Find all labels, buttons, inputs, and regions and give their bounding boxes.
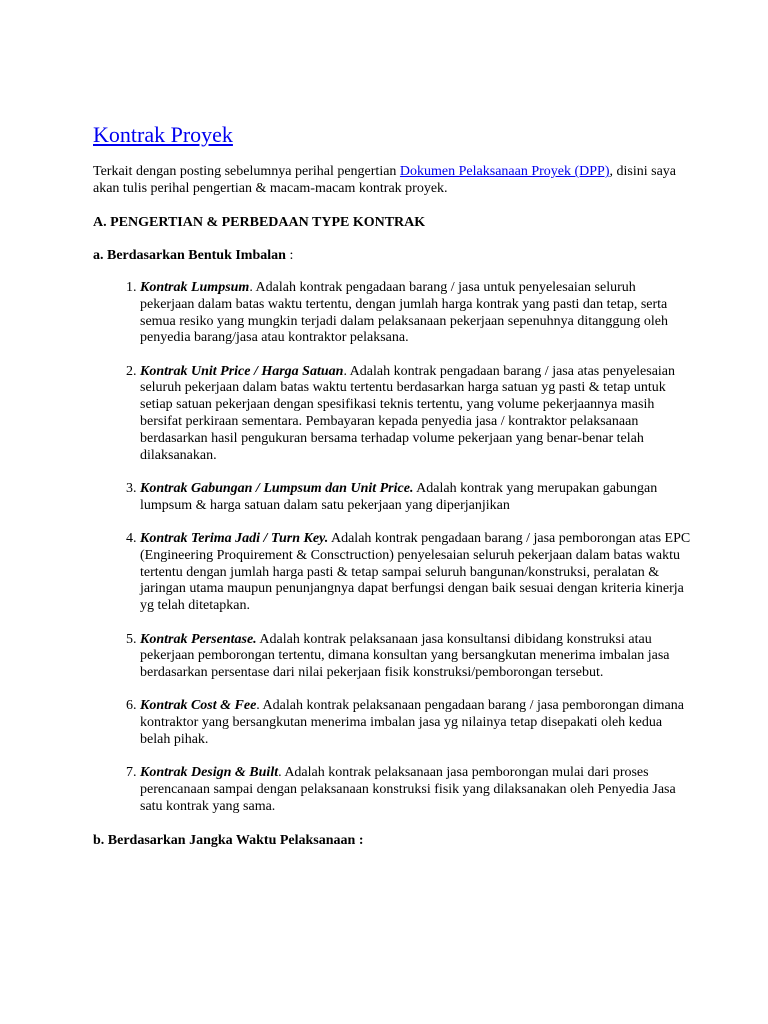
intro-text-before-link: Terkait dengan posting sebelumnya perihal pengertian <box>93 164 400 179</box>
list-item <box>140 765 693 815</box>
sub-heading-b: b. Berdasarkan Jangka Waktu Pelaksanaan : <box>93 833 364 849</box>
contract-types-list <box>93 280 693 816</box>
section-a-heading: A. PENGERTIAN & PERBEDAAN TYPE KONTRAK <box>93 215 426 230</box>
term-separator: . <box>256 698 260 714</box>
contract-term: Kontrak Terima Jadi / Turn Key. <box>140 531 329 547</box>
contract-term: Kontrak Cost & Fee <box>140 698 257 714</box>
term-separator: . <box>249 280 253 295</box>
sub-heading-a-suffix: : <box>285 248 294 263</box>
list-item <box>140 481 693 515</box>
contract-term: Kontrak Unit Price / Harga Satuan <box>140 363 344 379</box>
contract-term: Kontrak Lumpsum <box>140 280 250 295</box>
contract-description: Adalah kontrak pengadaan barang / jasa pemborongan atas EPC (Engineering Proquirement & Consctruction) penyelesaian seluruh pekerjaan dalam batas waktu tertentu dengan jumlah harga pasti & tetap sampai seluruh bangunan/konstruksi, peralatan & jaringan utama maupun penunjangnya dapat berfungsi dengan baik sesuai dengan kriteria kinerja yg telah ditetapkan. <box>140 531 691 614</box>
intro-paragraph <box>93 163 693 197</box>
list-item <box>140 364 693 465</box>
list-item <box>140 531 693 615</box>
term-separator: . <box>278 765 282 781</box>
contract-term: Kontrak Persentase. <box>140 631 257 647</box>
contract-description: Adalah kontrak pelaksanaan jasa konsultansi dibidang konstruksi atau pekerjaan pemborongan tertentu, dimana konsultan yang bersangkutan menerima imbalan jasa berdasarkan persentase dari nilai pekerjaan fisik konstruksi/pemborongan tersebut. <box>140 631 670 681</box>
intro-text-after-link: , disini saya akan tulis perihal pengertian & macam-macam kontrak proyek. <box>93 164 676 196</box>
sub-heading-a <box>93 247 693 264</box>
contract-description: Adalah kontrak pelaksanaan jasa pemborongan mulai dari proses perencanaan sampai dengan pelaksanaan konstruksi fisik yang dilaksanakan oleh Penyedia Jasa satu kontrak yang sama. <box>140 765 676 814</box>
contract-term: Kontrak Design & Built <box>140 765 279 781</box>
contract-term: Kontrak Gabungan / Lumpsum dan Unit Price. <box>140 480 414 496</box>
contract-description: Adalah kontrak pelaksanaan pengadaan barang / jasa pemborongan dimana kontraktor yang bersangkutan menerima imbalan jasa yg nilainya tetap disepakati oleh kedua belah pihak. <box>140 698 684 748</box>
contract-description: Adalah kontrak pengadaan barang / jasa atas penyelesaian seluruh pekerjaan dalam batas waktu tertentu berdasarkan harga satuan yg pasti & tetap untuk setiap satuan pekerjaan dengan spesifikasi teknis tertentu, yang volume pekerjaannya masih bersifat perkiraan sementara. Pembayaran kepada penyedia jasa / kontraktor pelaksanaan berdasarkan hasil pengukuran bersama terhadap volume pekerjaan yang benar-benar telah dilaksanakan. <box>140 363 676 463</box>
document-page <box>93 121 693 849</box>
list-item <box>140 698 693 748</box>
page-title[interactable]: Kontrak Proyek <box>93 122 233 147</box>
list-item <box>140 280 693 347</box>
term-separator: . <box>343 363 347 379</box>
contract-description: Adalah kontrak pengadaan barang / jasa untuk penyelesaian seluruh pekerjaan dalam batas waktu tertentu, dengan jumlah harga kontrak yang pasti dan tetap, serta semua resiko yang mungkin terjadi dalam pelaksanaan pekerjaan sepenuhnya ditanggung oleh penyedia barang/jasa atau kontraktor pelaksana. <box>140 280 668 346</box>
contract-description: Adalah kontrak yang merupakan gabungan lumpsum & harga satuan dalam satu pekerjaan yang diperjanjikan <box>140 480 658 513</box>
sub-heading-a-label: a. Berdasarkan Bentuk Imbalan <box>93 248 286 263</box>
dpp-link[interactable]: Dokumen Pelaksanaan Proyek (DPP) <box>399 164 610 179</box>
list-item <box>140 632 693 682</box>
